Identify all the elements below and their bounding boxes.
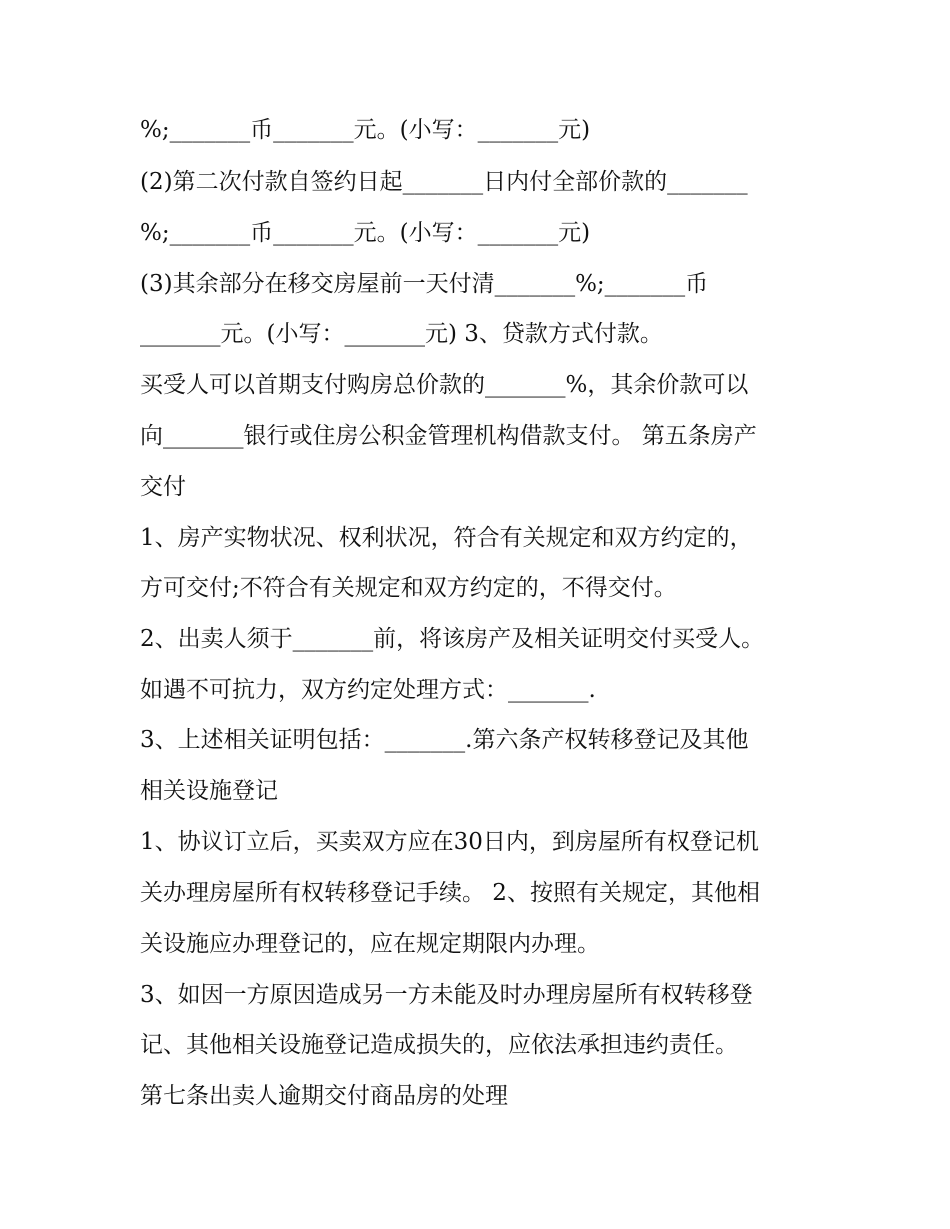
text-line: 3、上述相关证明包括：_______.第六条产权转移登记及其他 [140, 727, 749, 753]
text-line: 3、如因一方原因造成另一方未能及时办理房屋所有权转移登 [140, 982, 753, 1008]
text-line: (2)第二次付款自签约日起_______日内付全部价款的_______ [140, 169, 748, 195]
text-line: _______元。(小写：_______元) 3、贷款方式付款。 [140, 321, 663, 347]
text-line: 如遇不可抗力，双方约定处理方式：_______. [140, 677, 596, 703]
text-line: 关办理房屋所有权转移登记手续。 2、按照有关规定，其他相 [140, 880, 760, 906]
text-line: 关设施应办理登记的，应在规定期限内办理。 [140, 931, 600, 957]
text-line: 交付 [140, 474, 186, 500]
text-line: 向_______银行或住房公积金管理机构借款支付。 第五条房产 [140, 423, 757, 449]
text-line: 方可交付;不符合有关规定和双方约定的，不得交付。 [140, 575, 677, 601]
text-line: 1、协议订立后，买卖双方应在30日内，到房屋所有权登记机 [140, 829, 759, 855]
text-line: %;_______币_______元。(小写：_______元) [140, 220, 591, 246]
text-line: 2、出卖人须于_______前，将该房产及相关证明交付买受人。 [140, 626, 765, 652]
text-line: 1、房产实物状况、权利状况，符合有关规定和双方约定的， [140, 525, 753, 551]
text-line: %;_______币_______元。(小写：_______元) [140, 117, 591, 143]
text-line: 记、其他相关设施登记造成损失的，应依法承担违约责任。 [140, 1032, 738, 1058]
text-line: 买受人可以首期支付购房总价款的_______%，其余价款可以 [140, 372, 749, 398]
text-line: (3)其余部分在移交房屋前一天付清_______%;_______币 [140, 271, 709, 297]
text-line: 第七条出卖人逾期交付商品房的处理 [140, 1083, 508, 1109]
text-line: 相关设施登记 [140, 778, 278, 804]
